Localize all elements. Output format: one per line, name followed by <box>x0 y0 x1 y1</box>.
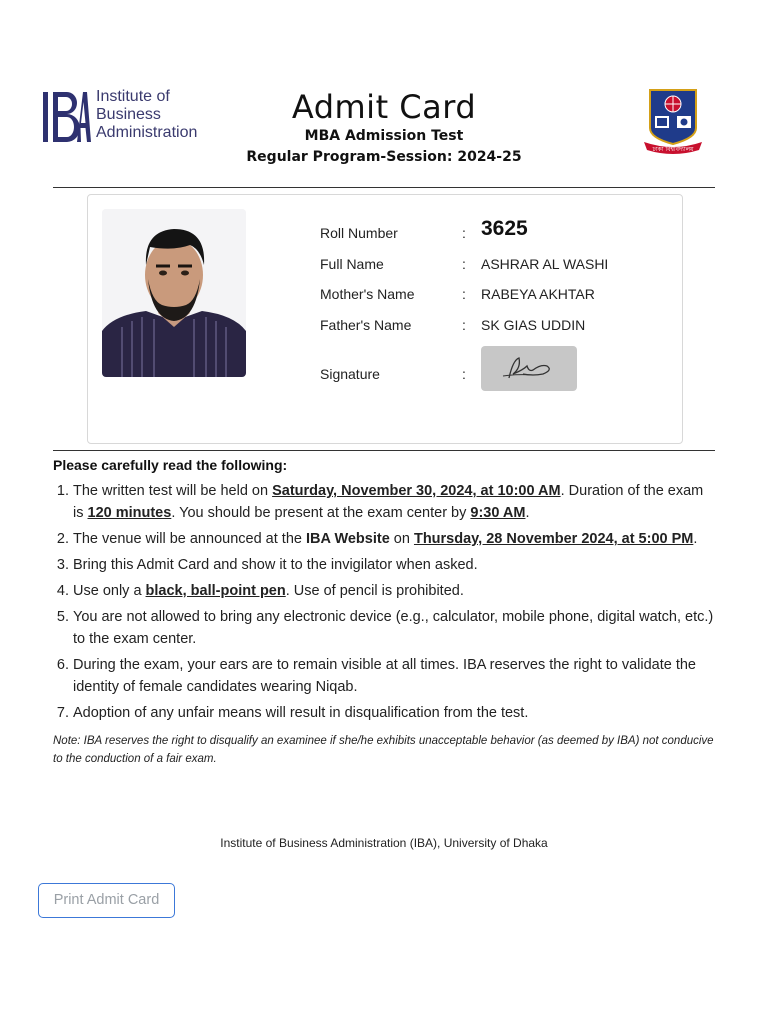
signature-label: Signature <box>320 366 380 382</box>
fathers-name-row <box>320 303 660 334</box>
instruction-text: . You should be present at the exam center by <box>171 505 471 521</box>
fathers-name-value: SK GIAS UDDIN <box>481 316 586 333</box>
session-subtitle: Regular Program-Session: 2024-25 <box>246 149 522 165</box>
iba-logo-line: Administration <box>96 124 198 141</box>
candidate-photo <box>102 209 246 377</box>
venue-announcement-date: Thursday, 28 November 2024, at 5:00 PM <box>413 531 694 547</box>
candidate-photo-image <box>102 209 246 377</box>
instruction-item <box>73 480 715 524</box>
colon: : <box>462 286 466 302</box>
svg-text:IBA: IBA <box>43 90 45 91</box>
instruction-item: 7. Adoption of any unfair means will result in disqualification from the test. <box>73 702 715 724</box>
colon: : <box>462 316 466 333</box>
svg-text:ঢাকা বিশ্ববিদ্যালয়: ঢাকা বিশ্ববিদ্যালয় <box>652 146 694 153</box>
instructions-list <box>53 480 715 724</box>
instructions-heading: Please carefully read the following: <box>53 457 288 473</box>
divider <box>53 450 715 451</box>
roll-number-value: 3625 <box>481 217 528 240</box>
full-name-value: ASHRAR AL WASHI <box>481 255 609 272</box>
full-name-label: Full Name <box>320 255 384 272</box>
roll-number-label: Roll Number <box>320 225 398 241</box>
iba-website-text: IBA Website <box>305 531 390 547</box>
instruction-text: Use only a <box>73 583 146 599</box>
divider <box>53 187 715 188</box>
full-name-row <box>320 242 660 273</box>
exam-duration: 120 minutes <box>87 505 172 521</box>
iba-logo-line: Business <box>96 106 161 123</box>
instruction-text: The venue will be announced at the <box>73 531 306 547</box>
instruction-text: The written test will be held on <box>73 483 273 499</box>
instruction-text: . Use of pencil is prohibited. <box>285 583 464 599</box>
instruction-text: . <box>693 531 698 547</box>
exam-date: Saturday, November 30, 2024, at 10:00 AM <box>272 483 561 499</box>
instruction-text: on <box>389 531 414 547</box>
instruction-item: 3. Bring this Admit Card and show it to the invigilator when asked. <box>73 554 715 576</box>
instructions-section <box>53 456 715 768</box>
signature-scribble-icon <box>481 346 577 391</box>
mothers-name-row <box>320 272 660 303</box>
instruction-item: 5. You are not allowed to bring any electronic device (e.g., calculator, mobile phone, digital watch, etc.) to the exam center. <box>73 606 715 650</box>
iba-logo-line: Institute of <box>96 88 170 105</box>
signature-row <box>320 333 660 389</box>
candidate-card <box>87 194 683 444</box>
disqualification-note: Note: IBA reserves the right to disqualify an examinee if she/he exhibits unacceptable behavior (as deemed by IBA) not conducive to the conduction of a fair exam. <box>53 735 714 765</box>
print-admit-card-button[interactable]: Print Admit Card <box>38 883 175 918</box>
exam-subtitle: MBA Admission Test <box>304 128 464 144</box>
mothers-name-value: RABEYA AKHTAR <box>481 286 595 302</box>
instruction-text: . Duration of the exam is <box>73 483 704 521</box>
candidate-info <box>320 211 660 389</box>
colon: : <box>462 366 466 382</box>
instruction-item <box>73 580 715 602</box>
signature-image <box>481 346 577 391</box>
university-of-dhaka-logo-icon <box>642 86 704 160</box>
page-title: Admit Card <box>291 88 477 126</box>
roll-number-row <box>320 211 660 242</box>
fathers-name-label: Father's Name <box>320 316 412 333</box>
instruction-item: 6. During the exam, your ears are to remain visible at all times. IBA reserves the right to validate the identity of female candidates wearing Niqab. <box>73 654 715 698</box>
colon: : <box>462 225 466 241</box>
reporting-time: 9:30 AM <box>470 505 526 521</box>
pen-requirement: black, ball-point pen <box>145 583 286 599</box>
footer-text: Institute of Business Administration (IBA), University of Dhaka <box>220 836 548 850</box>
instruction-text: . <box>525 505 530 521</box>
mothers-name-label: Mother's Name <box>320 286 415 302</box>
colon: : <box>462 255 466 272</box>
instruction-item <box>73 528 715 550</box>
admit-card-header <box>0 80 768 180</box>
